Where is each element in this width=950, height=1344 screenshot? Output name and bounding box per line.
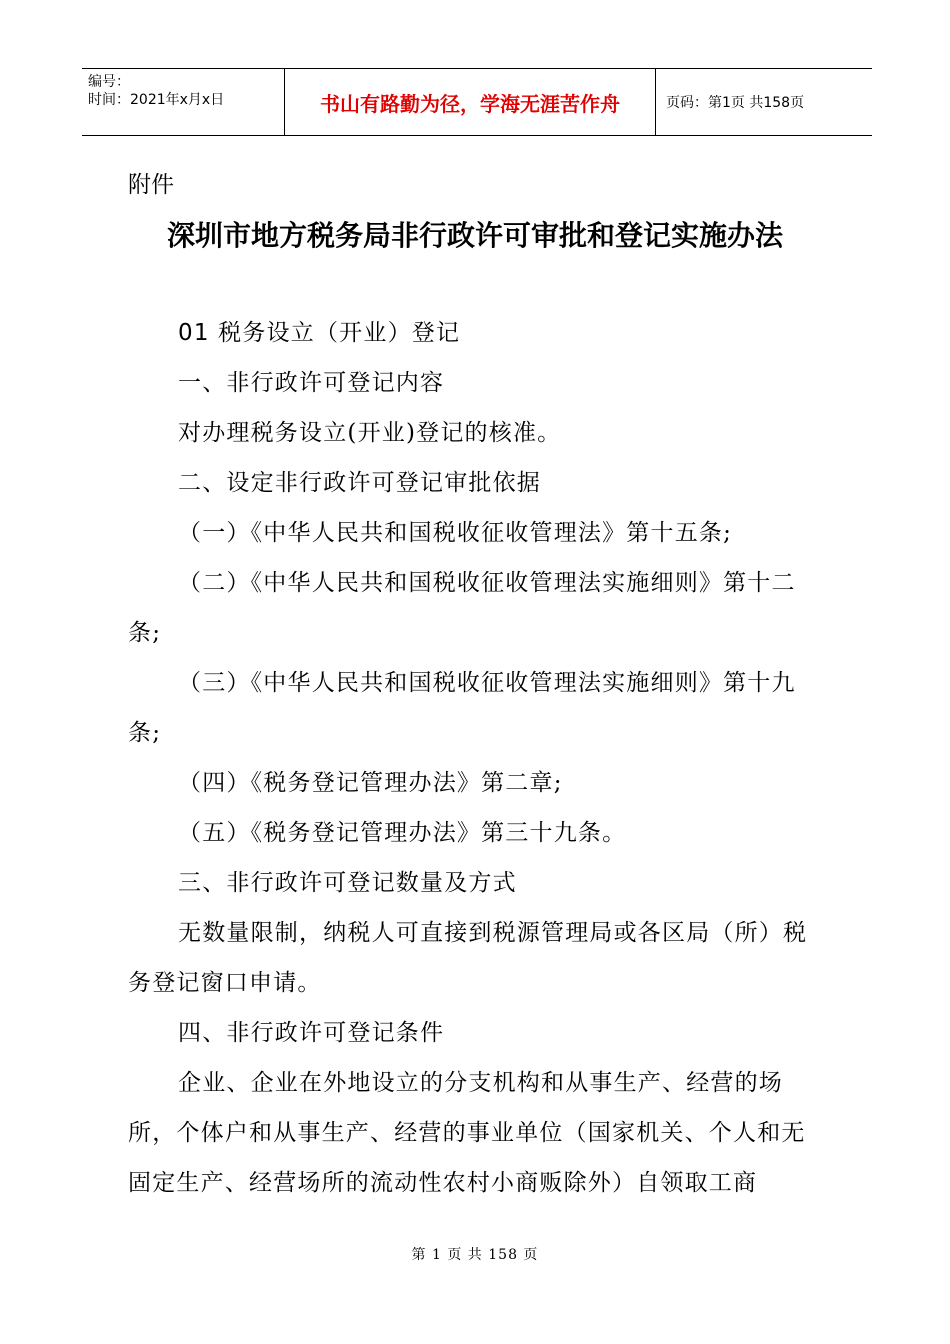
document-time-label: 时间：2021年x月x日 <box>88 92 225 108</box>
header-table <box>82 68 872 136</box>
header-meta <box>82 69 284 135</box>
document-number-label: 编号： <box>88 74 130 90</box>
heading-2: 二、设定非行政许可登记审批依据 <box>178 470 541 496</box>
heading-3: 三、非行政许可登记数量及方式 <box>178 870 517 896</box>
document-title: 深圳市地方税务局非行政许可审批和登记实施办法 <box>166 219 783 252</box>
heading-1: 一、非行政许可登记内容 <box>178 370 445 396</box>
basis-item-1: （一）《中华人民共和国税收征收管理法》第十五条; <box>178 520 733 546</box>
basis-item-3: （三）《中华人民共和国税收征收管理法实施细则》第十九条; <box>128 670 796 746</box>
header-page-info: 页码：第1页 共158页 <box>666 95 805 111</box>
paragraph-3: 无数量限制，纳税人可直接到税源管理局或各区局（所）税务登记窗口申请。 <box>128 920 808 996</box>
paragraph-4: 企业、企业在外地设立的分支机构和从事生产、经营的场所，个体户和从事生产、经营的事业单位（国家机关、个人和无固定生产、经营场所的流动性农村小商贩除外）自领取工商 <box>128 1070 806 1196</box>
heading-4: 四、非行政许可登记条件 <box>178 1020 445 1046</box>
basis-item-5: （五）《税务登记管理办法》第三十九条。 <box>178 820 627 846</box>
paragraph-1: 对办理税务设立(开业)登记的核准。 <box>178 420 562 446</box>
page-footer: 第 1 页 共 158 页 <box>411 1247 539 1263</box>
basis-item-4: （四）《税务登记管理办法》第二章; <box>178 770 563 796</box>
section-code: 01 税务设立（开业）登记 <box>178 320 461 346</box>
attachment-label: 附件 <box>128 172 174 198</box>
header-motto: 书山有路勤为径，学海无涯苦作舟 <box>284 69 656 135</box>
basis-item-2: （二）《中华人民共和国税收征收管理法实施细则》第十二条; <box>128 570 796 646</box>
